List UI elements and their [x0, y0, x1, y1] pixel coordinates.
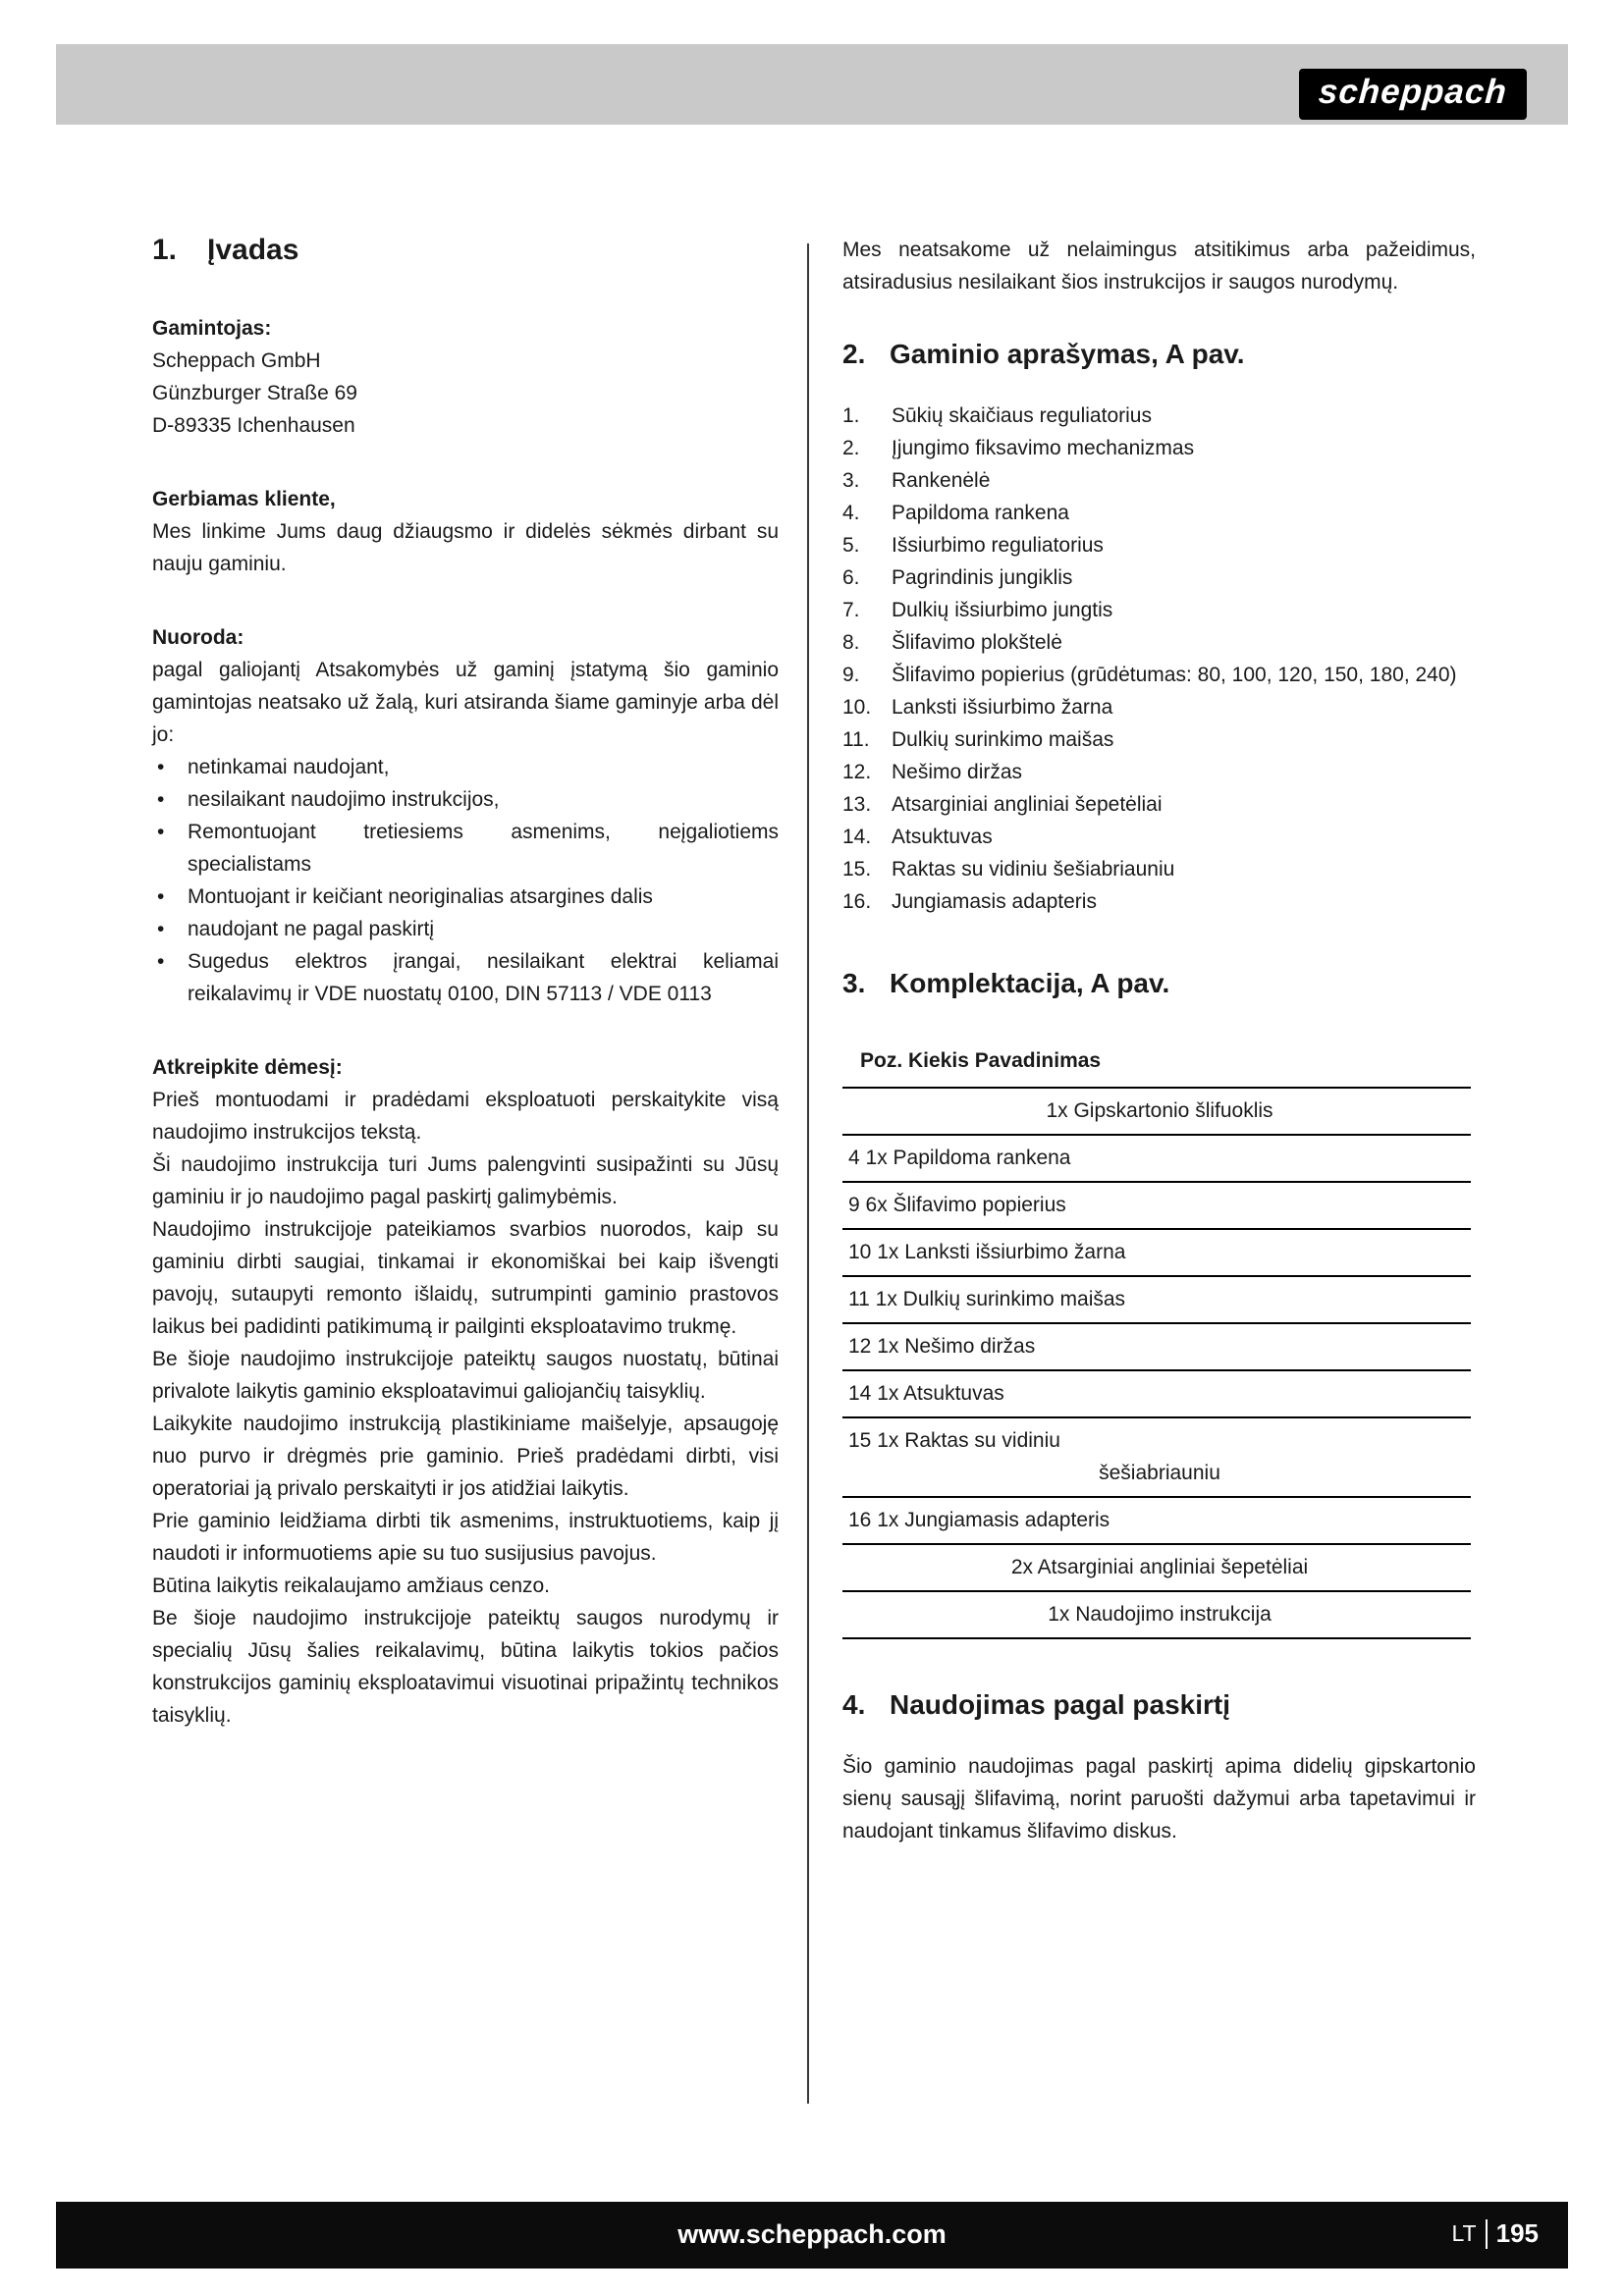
- table-cell-line2: šešiabriauniu: [1099, 1462, 1220, 1484]
- description-item: [842, 885, 1476, 918]
- item-text: Atsarginiai angliniai šepetėliai: [892, 793, 1163, 816]
- description-item: [842, 400, 1476, 432]
- description-item: [842, 561, 1476, 594]
- description-item: [842, 723, 1476, 756]
- footer-page-info: [1451, 2218, 1539, 2249]
- table-cell: 14 1x Atsuktuvas: [848, 1382, 1004, 1405]
- description-item: [842, 756, 1476, 788]
- item-text: Šlifavimo popierius (grūdėtumas: 80, 100, 120, 150, 180, 240): [892, 664, 1457, 686]
- section-number: 4.: [842, 1689, 866, 1720]
- bullet-icon: •: [157, 756, 165, 778]
- list-item: [152, 913, 779, 945]
- item-number: 14.: [842, 826, 872, 848]
- paragraph: Būtina laikytis reikalaujamo amžiaus cenzo.: [152, 1575, 551, 1597]
- item-number: 2.: [842, 437, 860, 459]
- bullet-text: Sugedus elektros įrangai, nesilaikant elektrai keliamai reikalavimų ir VDE nuostatų 0100, DIN 57113 / VDE 0113: [188, 950, 779, 1005]
- table-row: [842, 1545, 1471, 1592]
- item-text: Lanksti išsiurbimo žarna: [892, 696, 1113, 719]
- table-row: [842, 1136, 1471, 1183]
- table-row: [842, 1277, 1471, 1324]
- note-intro: pagal galiojantį Atsakomybės už gaminį įstatymą šio gaminio gamintojas neatsako už žalą, kuri atsiranda šiame gaminyje arba dėl jo:: [152, 659, 779, 746]
- table-cell: 15 1x Raktas su vidiniu: [848, 1429, 1060, 1452]
- item-number: 9.: [842, 664, 860, 686]
- manufacturer-line: Günzburger Straße 69: [152, 382, 357, 404]
- table-row: [842, 1089, 1471, 1136]
- list-item: [152, 816, 779, 881]
- liability-text: Mes neatsakome už nelaimingus atsitikimus arba pažeidimus, atsiradusius nesilaikant šios instrukcijos ir saugos nurodymų.: [842, 239, 1476, 294]
- section-title: Gaminio aprašymas, A pav.: [890, 339, 1245, 369]
- table-row: [842, 1371, 1471, 1418]
- item-number: 7.: [842, 599, 860, 621]
- page-number: 195: [1495, 2218, 1539, 2248]
- column-divider: [807, 243, 809, 2104]
- manufacturer-label: Gamintojas:: [152, 317, 272, 340]
- paragraph: Be šioje naudojimo instrukcijoje pateiktų saugos nurodymų ir specialių Jūsų šalies reikalavimų, būtina laikytis tokios pačios konstrukcijos gaminių eksploatavimui visuotinai pripažintų technikos taisyklių.: [152, 1607, 779, 1727]
- table-row: [842, 1230, 1471, 1277]
- description-item: [842, 594, 1476, 626]
- manufacturer-line: Scheppach GmbH: [152, 349, 321, 372]
- scheppach-logo: [1299, 69, 1527, 120]
- item-text: Nešimo diržas: [892, 761, 1023, 783]
- item-text: Įjungimo fiksavimo mechanizmas: [892, 437, 1195, 459]
- logo-text: scheppach: [1317, 73, 1509, 111]
- bullet-icon: •: [157, 821, 165, 843]
- item-number: 11.: [842, 728, 870, 751]
- right-column: [842, 234, 1476, 1847]
- bullet-icon: •: [157, 885, 165, 908]
- item-text: Rankenėlė: [892, 469, 991, 492]
- section-1-heading: [152, 234, 779, 267]
- paragraph: Laikykite naudojimo instrukciją plastikiniame maišelyje, apsaugoję nuo purvo ir drėgmės prie gaminio. Prieš pradėdami dirbti, visi operatoriai ją privalo perskaityti ir jos atidžiai laikytis.: [152, 1413, 779, 1500]
- item-text: Šlifavimo plokštelė: [892, 631, 1062, 654]
- table-row: [842, 1592, 1471, 1639]
- table-cell: 11 1x Dulkių surinkimo maišas: [848, 1288, 1126, 1310]
- item-number: 5.: [842, 534, 860, 557]
- item-text: Papildoma rankena: [892, 502, 1069, 524]
- table-cell: 1x Gipskartonio šlifuoklis: [1046, 1099, 1273, 1122]
- table-cell: 9 6x Šlifavimo popierius: [848, 1194, 1066, 1216]
- item-text: Atsuktuvas: [892, 826, 993, 848]
- table-row: [842, 1183, 1471, 1230]
- item-text: Dulkių surinkimo maišas: [892, 728, 1114, 751]
- list-item: [152, 945, 779, 1010]
- item-number: 12.: [842, 761, 872, 783]
- left-column: [152, 234, 779, 1732]
- attention-label: Atkreipkite dėmesį:: [152, 1056, 343, 1079]
- bullet-text: naudojant ne pagal paskirtį: [188, 918, 435, 940]
- bullet-text: netinkamai naudojant,: [188, 756, 390, 778]
- description-item: [842, 497, 1476, 529]
- scope-of-delivery-table: [842, 1042, 1471, 1639]
- item-text: Dulkių išsiurbimo jungtis: [892, 599, 1113, 621]
- description-item: [842, 626, 1476, 659]
- usage-text: Šio gaminio naudojimas pagal paskirtį apima didelių gipskartonio sienų sausąjį šlifavimą, norint paruošti dažymui arba tapetavimui ir naudojant tinkamus šlifavimo diskus.: [842, 1755, 1476, 1842]
- item-number: 10.: [842, 696, 872, 719]
- section-number: 2.: [842, 339, 866, 369]
- item-text: Pagrindinis jungiklis: [892, 566, 1073, 589]
- paragraph: Naudojimo instrukcijoje pateikiamos svarbios nuorodos, kaip su gaminiu dirbti saugiai, tinkamai ir ekonomiškai bei kaip išvengti pavojų, sutaupyti remonto išlaidų, sutrumpinti gaminio prastovos laikus bei padidinti patikimumą ir pailginti eksploatavimo trukmę.: [152, 1218, 779, 1338]
- description-item: [842, 788, 1476, 821]
- item-text: Sūkių skaičiaus reguliatorius: [892, 404, 1152, 427]
- table-header: Poz. Kiekis Pavadinimas: [842, 1042, 1471, 1089]
- section-number: 1.: [152, 234, 178, 266]
- section-number: 3.: [842, 968, 866, 998]
- table-cell: 16 1x Jungiamasis adapteris: [848, 1509, 1110, 1531]
- footer-website: www.scheppach.com: [677, 2219, 947, 2249]
- item-number: 8.: [842, 631, 860, 654]
- list-item: [152, 751, 779, 783]
- language-code: LT: [1451, 2220, 1477, 2246]
- customer-text: Mes linkime Jums daug džiaugsmo ir didelės sėkmės dirbant su nauju gaminiu.: [152, 520, 779, 575]
- table-row: [842, 1418, 1471, 1498]
- item-number: 15.: [842, 858, 872, 881]
- description-item: [842, 691, 1476, 723]
- bullet-text: Montuojant ir keičiant neoriginalias atsargines dalis: [188, 885, 653, 908]
- description-item: [842, 659, 1476, 691]
- item-text: Jungiamasis adapteris: [892, 890, 1097, 913]
- bullet-text: nesilaikant naudojimo instrukcijos,: [188, 788, 500, 811]
- customer-label: Gerbiamas kliente,: [152, 488, 336, 510]
- footer-divider: [1486, 2219, 1488, 2249]
- section-4-heading: [842, 1688, 1476, 1721]
- table-row: [842, 1498, 1471, 1545]
- bullet-icon: •: [157, 788, 165, 811]
- list-item: [152, 881, 779, 913]
- section-title: Naudojimas pagal paskirtį: [890, 1689, 1230, 1720]
- paragraph: Prieš montuodami ir pradėdami eksploatuoti perskaitykite visą naudojimo instrukcijos tekstą.: [152, 1089, 779, 1144]
- table-cell: 10 1x Lanksti išsiurbimo žarna: [848, 1241, 1126, 1263]
- description-item: [842, 464, 1476, 497]
- section-title: Įvadas: [207, 234, 299, 266]
- item-number: 13.: [842, 793, 872, 816]
- item-number: 16.: [842, 890, 872, 913]
- item-number: 1.: [842, 404, 860, 427]
- item-text: Išsiurbimo reguliatorius: [892, 534, 1104, 557]
- paragraph: Be šioje naudojimo instrukcijoje pateiktų saugos nuostatų, būtinai privalote laikytis gaminio eksploatavimui galiojančių taisyklių.: [152, 1348, 779, 1403]
- table-row: [842, 1324, 1471, 1371]
- table-cell: 1x Naudojimo instrukcija: [1048, 1603, 1272, 1626]
- table-cell: 2x Atsarginiai angliniai šepetėliai: [1010, 1556, 1309, 1578]
- manufacturer-line: D-89335 Ichenhausen: [152, 414, 355, 437]
- item-number: 4.: [842, 502, 860, 524]
- header-band: [56, 44, 1568, 125]
- description-item: [842, 529, 1476, 561]
- section-title: Komplektacija, A pav.: [890, 968, 1170, 998]
- paragraph: Ši naudojimo instrukcija turi Jums palengvinti susipažinti su Jūsų gaminiu ir jo naudojimo pagal paskirtį galimybėmis.: [152, 1153, 779, 1208]
- section-2-heading: [842, 338, 1476, 370]
- table-cell: 4 1x Papildoma rankena: [848, 1147, 1071, 1169]
- section-3-heading: [842, 967, 1476, 999]
- item-text: Raktas su vidiniu šešiabriauniu: [892, 858, 1175, 881]
- list-item: [152, 783, 779, 816]
- description-item: [842, 432, 1476, 464]
- description-item: [842, 853, 1476, 885]
- bullet-icon: •: [157, 950, 165, 973]
- bullet-text: Remontuojant tretiesiems asmenims, neįgaliotiems specialistams: [188, 821, 779, 876]
- item-number: 6.: [842, 566, 860, 589]
- paragraph: Prie gaminio leidžiama dirbti tik asmenims, instruktuotiems, kaip jį naudoti ir informuotiems apie su tuo susijusius pavojus.: [152, 1510, 779, 1565]
- description-item: [842, 821, 1476, 853]
- item-number: 3.: [842, 469, 860, 492]
- note-label: Nuoroda:: [152, 626, 244, 649]
- bullet-icon: •: [157, 918, 165, 940]
- footer-bar: [56, 2202, 1568, 2269]
- table-cell: 12 1x Nešimo diržas: [848, 1335, 1036, 1358]
